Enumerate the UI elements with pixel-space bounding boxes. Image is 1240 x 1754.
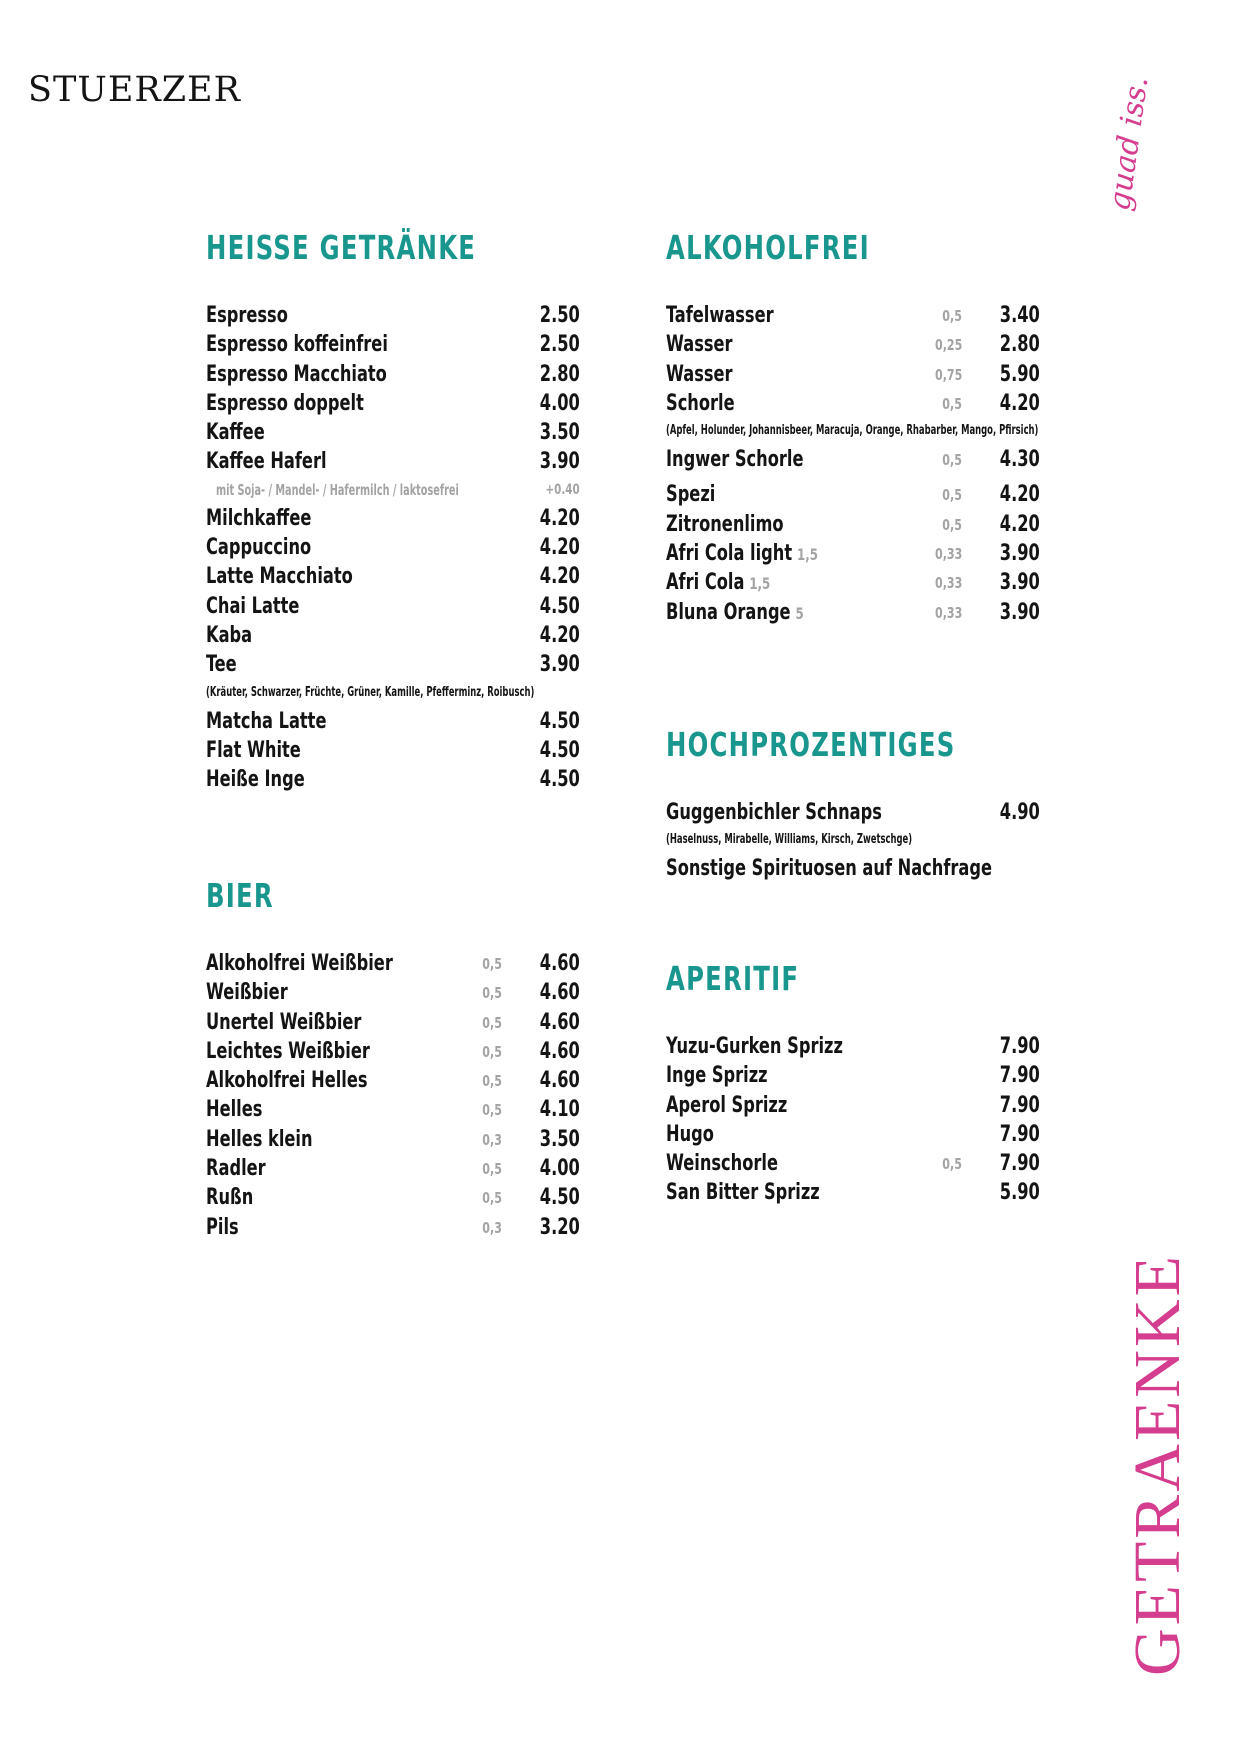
item-name-text: Afri Cola light [666,541,793,567]
menu-item [666,1032,1040,1061]
item-name-text: Weinschorle [666,1151,778,1177]
item-volume: 0,5 [482,1160,502,1179]
item-price: 4.00 [539,1156,580,1182]
side-title: GETRAENKE [1121,1253,1194,1676]
item-name-text: Chai Latte [206,593,300,619]
item-price: 3.20 [539,1214,580,1240]
item-name-text: Radler [206,1156,266,1182]
item-price: 3.50 [539,1126,580,1152]
item-volume: 0,5 [482,1072,502,1091]
item-volume: 0,5 [482,1042,502,1061]
item-note [206,680,580,707]
item-price: 4.60 [539,1009,580,1035]
item-list [666,1032,1040,1208]
item-name-text: Guggenbichler Schnaps [666,800,882,825]
menu-item [666,598,1040,627]
section-hochprozentiges [666,725,1040,884]
item-name-text: Wasser [666,332,733,358]
menu-item [666,1061,1040,1090]
item-name [206,650,237,679]
item-price: 4.60 [539,951,580,976]
item-list [206,301,580,794]
menu-item [206,949,580,978]
item-price: 3.90 [999,541,1040,567]
menu-item [206,765,580,794]
item-price: 7.90 [999,1092,1040,1118]
item-price: 7.90 [999,1151,1040,1177]
item-name [666,510,784,539]
item-price: 7.90 [999,1121,1040,1147]
menu-item [206,1037,580,1066]
item-name [206,1095,262,1124]
item-name [666,539,818,569]
item-name-text: Weißbier [206,980,288,1006]
item-allergen-code: 1,5 [749,574,771,594]
item-name [206,533,311,562]
item-name [666,1061,768,1090]
item-price: 7.90 [999,1063,1040,1089]
item-name [666,854,992,883]
item-volume: 0,5 [942,451,962,470]
item-name-text: Tee [206,652,237,678]
item-name [206,707,326,736]
section-alkoholfrei [666,228,1040,627]
item-surcharge: +0.40 [545,481,580,498]
item-price: 3.40 [999,303,1040,328]
menu-item [206,330,580,359]
item-price: 5.90 [999,1180,1040,1206]
item-price: 4.60 [539,1038,580,1064]
menu-item [666,480,1040,509]
item-name-text: Yuzu-Gurken Sprizz [666,1034,843,1059]
item-price: 3.90 [539,652,580,678]
section-title: ALKOHOLFREI [666,228,870,267]
item-name [666,1032,843,1061]
item-name [206,447,327,476]
item-name-text: Helles klein [206,1126,313,1152]
item-name [206,1008,361,1037]
item-name-text: Sonstige Spirituosen auf Nachfrage [666,856,992,882]
item-volume: 0,5 [482,1013,502,1032]
menu-item [206,1008,580,1037]
section-title: HOCHPROZENTIGES [666,725,956,764]
item-name [666,1149,778,1178]
item-volume: 0,5 [482,955,502,973]
menu-item [206,447,580,476]
item-price: 4.20 [999,511,1040,537]
menu-item [206,736,580,765]
item-volume: 0,5 [942,1155,962,1174]
item-name-text: Cappuccino [206,535,312,561]
section-title: HEISSE GETRÄNKE [206,228,477,267]
menu-item [666,798,1040,827]
note-text: mit Soja- / Mandel- / Hafermilch / laktosefrei [216,480,459,499]
menu-item [666,568,1040,597]
item-name-text: Kaffee [206,420,265,446]
item-name-text: Alkoholfrei Helles [206,1068,368,1094]
item-price: 4.30 [999,447,1040,473]
item-volume: 0,25 [934,336,962,355]
menu-item [666,539,1040,568]
item-volume: 0,3 [482,1130,502,1149]
item-name-text: Helles [206,1097,263,1123]
item-name-text: Latte Macchiato [206,564,353,590]
menu-item [206,978,580,1007]
item-name [206,592,299,621]
item-name [206,504,311,533]
item-name [666,598,804,628]
item-price: 3.90 [539,449,580,475]
section-title: BIER [206,876,274,915]
logo: STUERZER [28,70,241,110]
menu-item [666,854,1040,883]
menu-item [666,1091,1040,1120]
item-name [206,1125,313,1154]
menu-item [666,360,1040,389]
item-name-text: Espresso koffeinfrei [206,332,388,358]
menu-item [206,650,580,679]
item-volume: 0,5 [942,307,962,325]
item-price: 5.90 [999,361,1040,387]
menu-item [206,1213,580,1242]
item-price: 4.60 [539,1068,580,1094]
menu-item [206,1183,580,1212]
item-volume: 0,5 [482,984,502,1003]
item-volume: 0,5 [942,486,962,505]
menu-item [206,504,580,533]
item-name-text: Spezi [666,482,716,508]
menu-item [666,510,1040,539]
item-name-text: Afri Cola [666,570,745,596]
item-price: 4.20 [999,390,1040,416]
note-text: (Kräuter, Schwarzer, Früchte, Grüner, Kamille, Pfefferminz, Roibusch) [206,684,535,700]
item-name [206,562,353,591]
item-name [666,1091,787,1120]
item-name-text: Flat White [206,737,301,763]
item-volume: 0,33 [934,574,962,593]
item-name-text: Inge Sprizz [666,1063,768,1089]
menu-item [206,418,580,447]
menu-item [666,301,1040,330]
item-price: 2.50 [539,332,580,358]
item-price: 4.20 [539,535,580,561]
menu-item [206,621,580,650]
item-name-text: Leichtes Weißbier [206,1038,370,1064]
note-text: (Apfel, Holunder, Johannisbeer, Maracuja, Orange, Rhabarber, Mango, Pfirsich) [666,423,1039,439]
item-volume: 0,75 [934,365,962,384]
menu-item [206,1095,580,1124]
item-volume: 0,5 [482,1189,502,1208]
section-bier [206,876,580,1242]
item-name-text: Matcha Latte [206,708,327,734]
item-name [666,1120,714,1149]
item-name [206,736,301,765]
item-name [206,1154,266,1183]
menu-item [206,360,580,389]
item-price: 4.20 [999,482,1040,508]
item-name [206,949,393,978]
item-price: 4.50 [539,593,580,619]
note-text: (Haselnuss, Mirabelle, Williams, Kirsch, Zwetschge) [666,832,913,848]
section-title: APERITIF [666,959,800,998]
item-price: 7.90 [999,1034,1040,1059]
item-name [666,568,770,598]
menu-item [666,389,1040,418]
item-name [206,1183,253,1212]
menu-item [666,1178,1040,1207]
item-name [666,445,803,474]
item-name [206,389,364,418]
item-name-text: Unertel Weißbier [206,1009,362,1035]
item-name [666,389,735,418]
item-list [666,798,1040,884]
menu-item [206,1066,580,1095]
item-name-text: San Bitter Sprizz [666,1180,820,1206]
item-name [666,480,715,509]
item-name [666,1178,820,1207]
item-volume: 0,33 [934,603,962,622]
item-name-text: Schorle [666,390,735,416]
item-name-text: Ingwer Schorle [666,447,804,473]
item-price: 4.50 [539,737,580,763]
item-allergen-code: 5 [795,603,804,623]
item-name-text: Espresso doppelt [206,390,364,416]
menu-item [206,592,580,621]
item-price: 3.90 [999,570,1040,596]
item-name-text: Rußn [206,1185,254,1211]
item-price: 3.90 [999,599,1040,625]
item-price: 4.50 [539,708,580,734]
item-name [206,765,305,794]
item-name-text: Kaffee Haferl [206,449,327,475]
item-name [206,418,265,447]
menu-item [206,1154,580,1183]
item-name [666,330,733,359]
item-note [666,418,1040,445]
item-name-text: Espresso [206,303,288,328]
item-list [666,301,1040,627]
tagline: guad iss. [1102,74,1156,213]
item-name [206,1213,239,1242]
item-name [206,1037,370,1066]
item-price: 4.00 [539,390,580,416]
item-note [206,477,580,504]
item-price: 2.50 [539,303,580,328]
item-price: 4.10 [539,1097,580,1123]
item-name [206,621,252,650]
item-volume: 0,5 [942,515,962,534]
item-price: 2.80 [999,332,1040,358]
item-name [206,1066,368,1095]
item-name [206,330,388,359]
menu-item [206,301,580,330]
item-name-text: Milchkaffee [206,505,312,531]
item-price: 4.20 [539,564,580,590]
menu-item [206,562,580,591]
item-price: 3.50 [539,420,580,446]
item-price: 4.20 [539,622,580,648]
item-volume: 0,5 [482,1101,502,1120]
menu-item [206,1125,580,1154]
menu-item [666,1149,1040,1178]
section-aperitif [666,959,1040,1208]
item-name-text: Aperol Sprizz [666,1092,788,1118]
item-name-text: Heiße Inge [206,767,305,793]
item-name [206,978,288,1007]
item-list [206,949,580,1242]
menu-item [666,1120,1040,1149]
item-name [206,301,288,330]
item-name [666,360,733,389]
item-name-text: Tafelwasser [666,303,774,328]
item-name-text: Kaba [206,622,253,648]
menu-item [666,330,1040,359]
item-name [666,301,774,330]
item-price: 4.50 [539,767,580,793]
item-name-text: Hugo [666,1121,714,1147]
item-volume: 0,33 [934,545,962,564]
item-volume: 0,5 [942,394,962,413]
item-volume: 0,3 [482,1218,502,1237]
item-price: 4.90 [999,800,1040,825]
menu-item [206,533,580,562]
item-price: 4.60 [539,980,580,1006]
item-name [206,360,387,389]
item-name-text: Alkoholfrei Weißbier [206,951,393,976]
item-note [666,827,1040,854]
item-price: 4.50 [539,1185,580,1211]
item-price: 2.80 [539,361,580,387]
item-name-text: Wasser [666,361,733,387]
item-name-text: Zitronenlimo [666,511,784,537]
item-price: 4.20 [539,505,580,531]
section-heisse-getraenke [206,228,580,794]
menu-item [666,445,1040,474]
item-name-text: Pils [206,1214,239,1240]
item-name-text: Bluna Orange [666,599,791,625]
item-name-text: Espresso Macchiato [206,361,387,387]
item-allergen-code: 1,5 [797,545,818,565]
item-name [666,798,882,827]
menu-item [206,707,580,736]
menu-item [206,389,580,418]
